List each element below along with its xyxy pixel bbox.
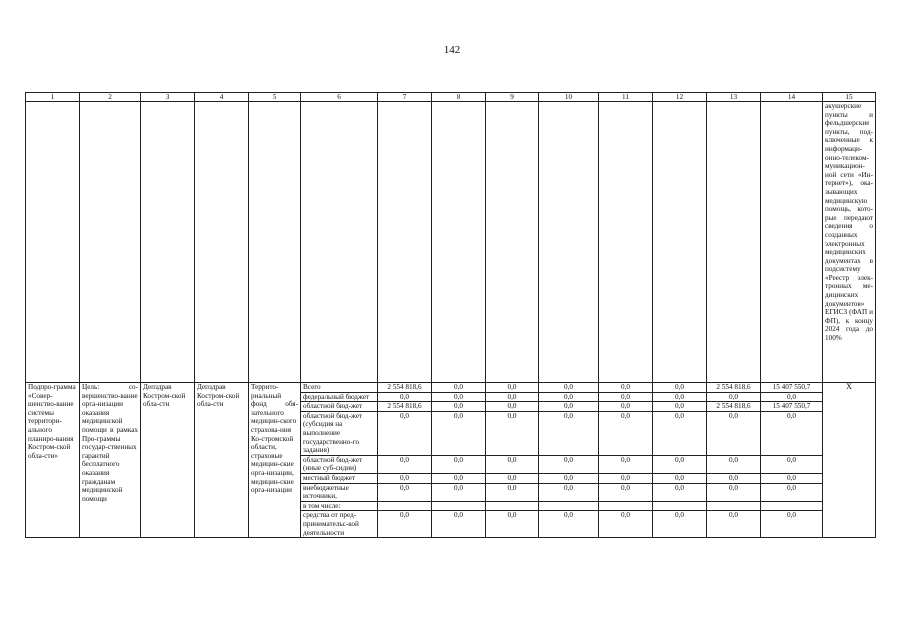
amount-cell: 0,0 [599,411,653,455]
amount-cell: 0,0 [761,392,823,402]
amount-cell: 0,0 [707,511,761,538]
amount-cell: 15 407 550,7 [761,383,823,393]
amount-cell: 0,0 [486,392,539,402]
header-col-5: 5 [249,93,301,102]
amount-cell: 2 554 818,6 [707,402,761,412]
funding-source: федеральный бюджет [301,392,378,402]
blank-cell [249,102,301,383]
blank-cell [599,102,653,383]
amount-cell: 2 554 818,6 [378,383,432,393]
amount-cell: 0,0 [539,511,599,538]
amount-cell: 0,0 [539,392,599,402]
amount-cell: 0,0 [539,473,599,483]
amount-cell: 0,0 [599,392,653,402]
funding-source: средства от пред-принимательс-кой деятельности [301,511,378,538]
funding-source: Всего [301,383,378,393]
header-col-11: 11 [599,93,653,102]
amount-cell: 0,0 [707,455,761,473]
funding-source: внебюджетные источники, [301,483,378,501]
amount-cell: 0,0 [378,411,432,455]
funding-source: местный бюджет [301,473,378,483]
header-col-4: 4 [195,93,249,102]
header-col-13: 13 [707,93,761,102]
amount-cell: 0,0 [378,455,432,473]
indicator-text: акушерские пункты и фельдшерские пункты, под-ключенные к информаци-онно-телеком-муникацион-ной сети «Ин-тернет»), ока-зывающих медицинскую помощь, кото-рые передают сведения о созданных электронных медицинских документах в подсистему «Реестр элек-тронных ме-дицинских документов» ЕГИСЗ (ФАП и ФП), к концу 2024 года до 100% [823,102,876,383]
amount-cell: 0,0 [486,455,539,473]
blank-cell [653,102,707,383]
blank-cell [26,102,80,383]
participants: Террито-риальный фонд обя-зательного медицин-ского страхова-ния Ко-стромской области, страховые медицин-ские орга-низации, медицин-ские орга-низации [249,383,301,538]
blank-cell [432,102,486,383]
blank-cell [761,102,823,383]
executor: Депздрав Костром-ской обла-сти [195,383,249,538]
program-table [25,92,876,538]
header-col-14: 14 [761,93,823,102]
header-col-7: 7 [378,93,432,102]
amount-cell [486,501,539,511]
amount-cell: 0,0 [539,455,599,473]
amount-cell: 0,0 [432,392,486,402]
amount-cell: 0,0 [539,411,599,455]
indicator-mark: X [823,383,876,538]
amount-cell: 0,0 [653,511,707,538]
amount-cell: 0,0 [761,411,823,455]
amount-cell: 0,0 [432,511,486,538]
header-col-12: 12 [653,93,707,102]
amount-cell: 0,0 [653,402,707,412]
amount-cell: 0,0 [539,383,599,393]
amount-cell: 0,0 [707,473,761,483]
amount-cell: 0,0 [486,383,539,393]
amount-cell: 0,0 [761,473,823,483]
header-col-10: 10 [539,93,599,102]
amount-cell: 0,0 [378,392,432,402]
header-col-15: 15 [823,93,876,102]
amount-cell: 0,0 [432,483,486,501]
amount-cell: 0,0 [432,473,486,483]
amount-cell: 0,0 [432,411,486,455]
continuation-row [26,102,876,383]
amount-cell: 0,0 [653,473,707,483]
amount-cell: 15 407 550,7 [761,402,823,412]
amount-cell: 0,0 [707,483,761,501]
amount-cell: 0,0 [599,402,653,412]
amount-cell: 0,0 [599,473,653,483]
amount-cell: 0,0 [599,511,653,538]
amount-cell [599,501,653,511]
amount-cell: 0,0 [378,473,432,483]
amount-cell: 0,0 [539,402,599,412]
amount-cell: 0,0 [707,411,761,455]
subprogram-name: Подпро-грамма «Совер-шенство-вание системы территори-ального планиро-вания Костром-ской обла-сти» [26,383,80,538]
amount-cell: 2 554 818,6 [707,383,761,393]
blank-cell [141,102,195,383]
amount-cell [378,501,432,511]
page-number: 142 [443,44,461,56]
amount-cell [761,501,823,511]
blank-cell [80,102,141,383]
amount-cell: 0,0 [707,392,761,402]
amount-cell: 0,0 [599,383,653,393]
amount-cell: 0,0 [432,383,486,393]
amount-cell [432,501,486,511]
amount-cell: 0,0 [539,483,599,501]
amount-cell: 0,0 [432,455,486,473]
amount-cell: 0,0 [486,473,539,483]
header-col-2: 2 [80,93,141,102]
funding-source: в том числе: [301,501,378,511]
amount-cell [539,501,599,511]
amount-cell: 0,0 [486,483,539,501]
blank-cell [539,102,599,383]
header-col-6: 6 [301,93,378,102]
blank-cell [378,102,432,383]
amount-cell [707,501,761,511]
funding-source: областной бюд-жет (иные суб-сидии) [301,455,378,473]
funding-source: областной бюд-жет (субсидия на выполнение государственно-го задания) [301,411,378,455]
amount-cell: 0,0 [486,511,539,538]
amount-cell: 0,0 [599,455,653,473]
amount-cell: 0,0 [761,455,823,473]
amount-cell: 0,0 [761,483,823,501]
coordinator: Депздрав Костром-ской обла-сти [141,383,195,538]
blank-cell [486,102,539,383]
header-row [26,93,876,102]
amount-cell: 0,0 [378,511,432,538]
amount-cell: 0,0 [599,483,653,501]
amount-cell: 0,0 [653,455,707,473]
amount-cell: 2 554 818,6 [378,402,432,412]
amount-cell: 0,0 [432,402,486,412]
header-col-8: 8 [432,93,486,102]
amount-cell: 0,0 [653,411,707,455]
amount-cell: 0,0 [653,392,707,402]
blank-cell [301,102,378,383]
amount-cell: 0,0 [378,483,432,501]
header-col-3: 3 [141,93,195,102]
amount-cell: 0,0 [486,411,539,455]
blank-cell [707,102,761,383]
goal-text: Цель: со-вершенство-вание орга-низации оказания медицинской помощи в рамках Про-граммы государ-ственных гарантий бесплатного оказания гражданам медицинской помощи [80,383,141,538]
amount-cell: 0,0 [653,383,707,393]
funding-source: областной бюд-жет [301,402,378,412]
header-col-9: 9 [486,93,539,102]
header-col-1: 1 [26,93,80,102]
amount-cell [653,501,707,511]
amount-cell: 0,0 [486,402,539,412]
funding-row [26,383,876,393]
amount-cell: 0,0 [653,483,707,501]
amount-cell: 0,0 [761,511,823,538]
blank-cell [195,102,249,383]
